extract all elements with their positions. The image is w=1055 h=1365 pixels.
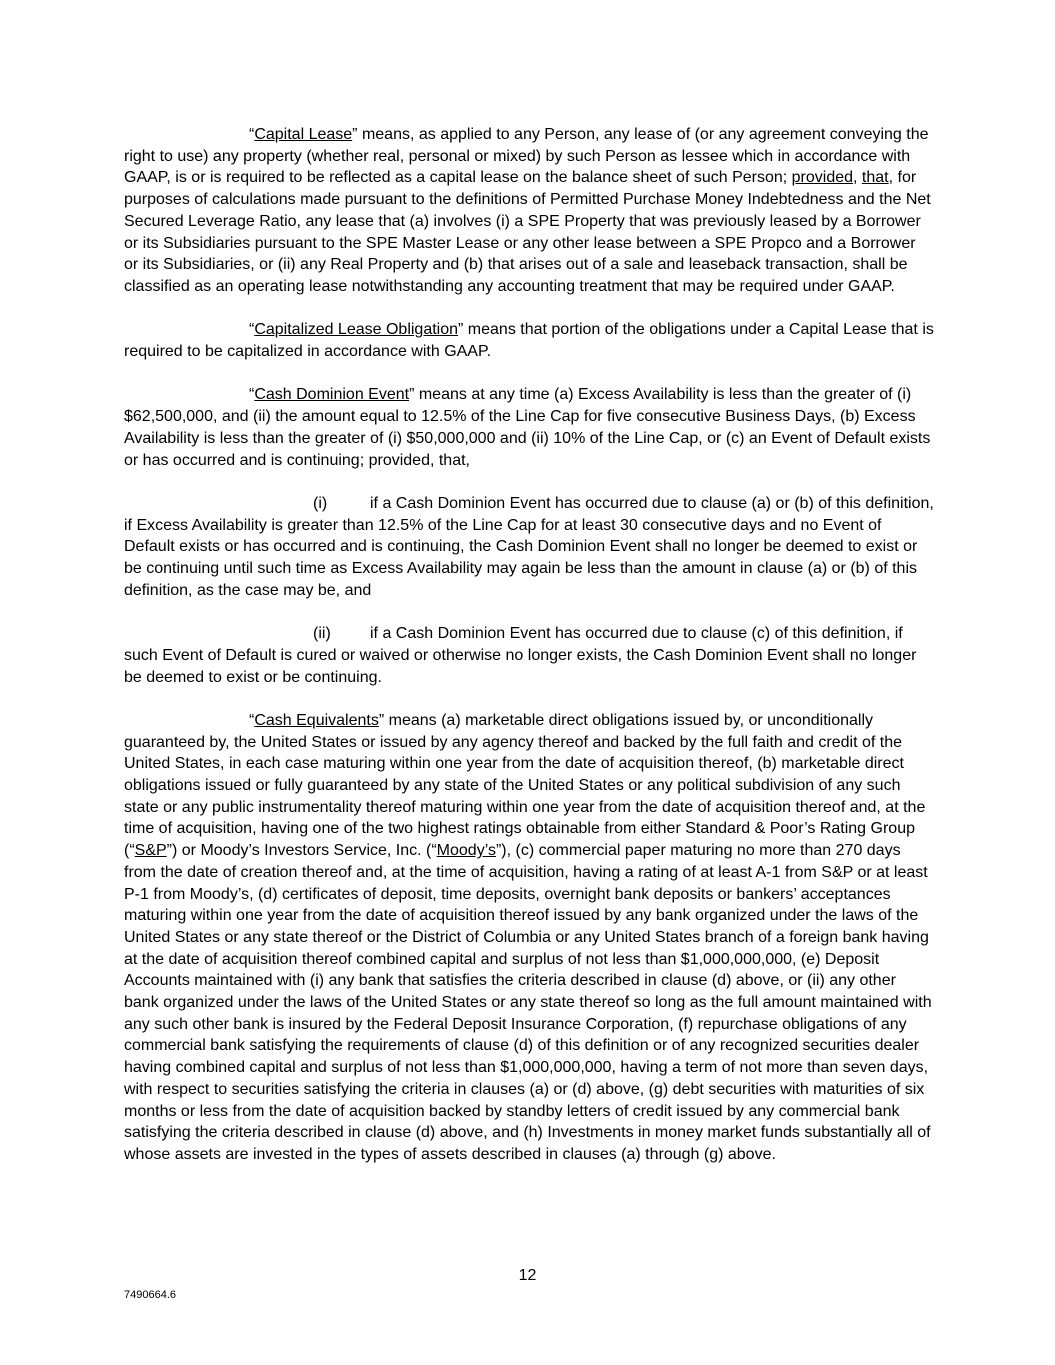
defined-term-capitalized-lease-obligation: Capitalized Lease Obligation [254,321,459,339]
defined-term-moodys: Moody’s [436,842,496,860]
definition-text: means that portion of the obligations under a Capital Lease that is required to be capitalized in accordance with GAAP. [124,321,934,361]
close-quote: ” [378,711,385,729]
defined-term-capital-lease: Capital Lease [254,126,353,143]
clause-number-ii: (ii) [313,625,331,643]
definition-text: means, as applied to any Person, any lease of (or any agreement conveying the right to use) any property (whether real, personal or mixed) by such Person as lessee which in accordance with GAAP, is or is required to be reflected as a capital lease on the balance sheet of such Person; [124,126,929,187]
definition-text: means at any time (a) Excess Availability is less than the greater of (i) $62,500,000, and (ii) the amount equal to 12.5% of the Line Cap for five consecutive Business Days, (b) Excess Availability is less than the greater of (i) $50,000,000 and (ii) 10% of the Line Cap, or (c) an Event of Default exists or has occurred and is continuing; provided, that, [124,386,931,469]
definition-text: ”), (c) commercial paper maturing no more than 270 days from the date of creation thereof and, at the time of acquisition, having a rating of at least A-1 from S&P or at least P-1 from Moody’s, (d) certificates of deposit, time deposits, overnight bank deposits or bankers’ acceptances maturing within one year from the date of acquisition thereof issued by any bank organized under the laws of the United States or any state thereof or the District of Columbia or any United States branch of a foreign bank having at the date of acquisition thereof combined capital and surplus of not less than $1,000,000,000, (e) Deposit Accounts maintained with (i) any bank that satisfies the criteria described in clause (d) above, or (ii) any other bank organized under the laws of the United States or any state thereof so long as the full amount maintained with any such other bank is insured by the Federal Deposit Insurance Corporation, (f) repurchase obligations of any commercial bank satisfying the requirements of clause (d) of this definition or of any recognized securities dealer having combined capital and surplus of not less than $1,000,000,000, having a term of not more than seven days, with respect to securities satisfying the criteria in clauses (a) or (d) above, (g) debt securities with maturities of six months or less from the date of acquisition backed by standby letters of credit issued by any commercial bank satisfying the criteria described in clause (d) above, and (h) Investments in money market funds substantially all of whose assets are invested in the types of assets described in clauses (a) through (g) above. [124,842,932,1163]
definition-cash-equivalents [124,710,934,1166]
close-quote: ” [409,386,415,404]
clause-number-i: (i) [313,494,328,512]
close-quote: ” [458,321,464,339]
defined-term-cash-equivalents: Cash Equivalents [254,711,379,729]
page-body [124,124,934,1187]
definition-text: means (a) marketable direct obligations issued by, or unconditionally guaranteed by, the United States or issued by any agency thereof and backed by the full faith and credit of the United States, in each case maturing within one year from the date of acquisition thereof, (b) marketable direct obligations issued or fully guaranteed by any state of the United States or any political subdivision of any such state or any public instrumentality thereof maturing within one year from the date of acquisition thereof and, at the time of acquisition, having one of the two highest ratings obtainable from either Standard & Poor’s Rating Group (“ [124,711,926,860]
definition-cash-dominion-event [124,384,934,471]
cash-dominion-clause-i [124,493,934,602]
definition-text: , for purposes of calculations made pursuant to the definitions of Permitted Purchase Money Indebtedness and the Net Secured Leverage Ratio, any lease that (a) involves (i) a SPE Property that was previously leased by a Borrower or its Subsidiaries pursuant to the SPE Master Lease or any other lease between a SPE Propco and a Borrower or its Subsidiaries, or (ii) any Real Property and (b) that arises out of a sale and leaseback transaction, shall be classified as an operating lease notwithstanding any accounting treatment that may be required under GAAP. [124,169,931,295]
close-quote: ” [352,126,358,143]
document-id: 7490664.6 [124,1289,176,1301]
cash-dominion-clause-ii [124,623,934,688]
definition-capital-lease [124,124,934,298]
clause-text: if a Cash Dominion Event has occurred due to clause (c) of this definition, if such Event of Default is cured or waived or otherwise no longer exists, the Cash Dominion Event shall no longer be deemed to exist or be continuing. [124,625,917,686]
open-quote: “ [249,321,255,339]
open-quote: “ [249,126,255,143]
page-number: 12 [518,1267,537,1284]
definition-capitalized-lease-obligation [124,319,934,362]
definition-text: ”) or Moody’s Investors Service, Inc. (“ [166,842,437,860]
open-quote: “ [249,386,255,404]
clause-text: if a Cash Dominion Event has occurred due to clause (a) or (b) of this definition, if Excess Availability is greater than 12.5% of the Line Cap for at least 30 consecutive days and no Event of Default exists or has occurred and is continuing, the Cash Dominion Event shall no longer be deemed to exist or be continuing until such time as Excess Availability may again be less than the amount in clause (a) or (b) of this definition, as the case may be, and [124,494,934,599]
open-quote: “ [249,711,255,729]
separator-text: , [853,169,862,187]
defined-term-sp: S&P [134,842,167,860]
that-term: that [861,169,889,187]
defined-term-cash-dominion-event: Cash Dominion Event [254,386,410,404]
provided-term: provided [791,169,854,187]
